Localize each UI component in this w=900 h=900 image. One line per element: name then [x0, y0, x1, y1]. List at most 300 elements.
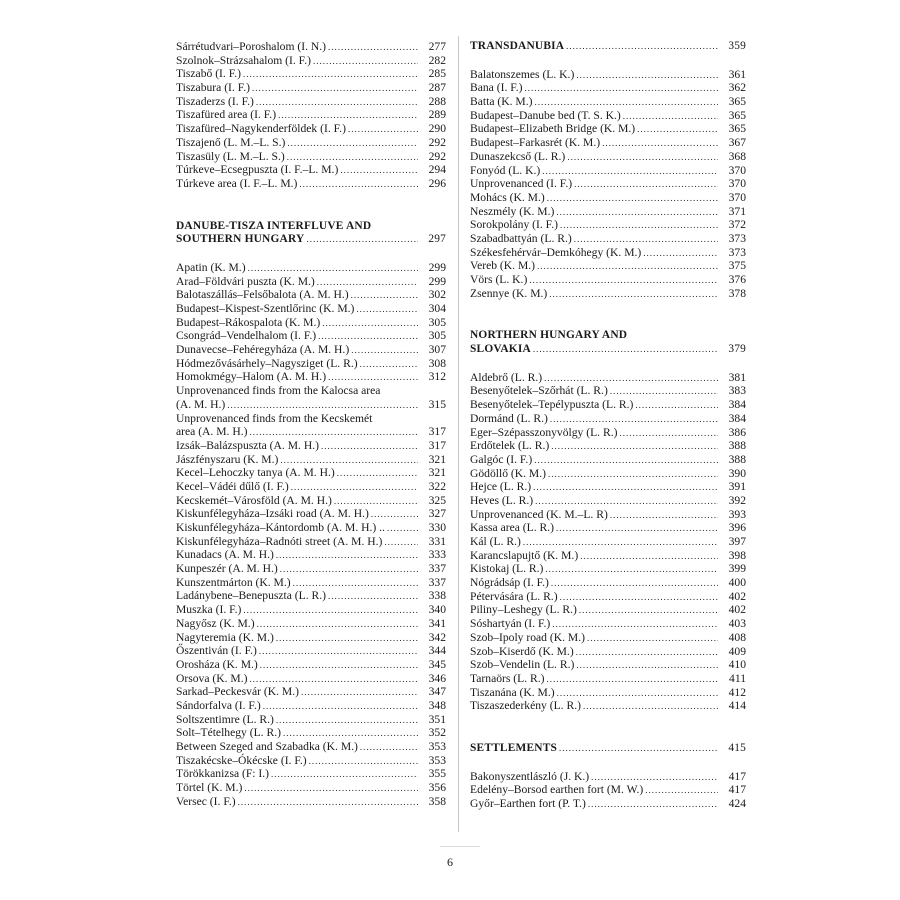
page-ref: 344 — [428, 644, 446, 658]
page-ref: 376 — [728, 273, 746, 286]
entry-title: Mohács (K. M.) — [470, 190, 545, 204]
entry-title: Sándorfalva (I. F.) — [176, 698, 261, 712]
toc-entry[interactable] — [176, 302, 446, 316]
page-ref: 294 — [428, 163, 446, 177]
toc-entry[interactable] — [176, 453, 446, 467]
toc-section-heading[interactable] — [470, 40, 746, 54]
toc-entry[interactable] — [176, 343, 446, 357]
entry-title: Budapest–Elizabeth Bridge (K. M.) — [470, 122, 636, 136]
toc-entry[interactable] — [470, 232, 746, 246]
page-ref: 337 — [428, 562, 446, 576]
toc-entry[interactable] — [176, 384, 446, 398]
dot-leader — [238, 796, 418, 810]
toc-left-column — [176, 40, 446, 808]
dot-leader — [248, 262, 418, 276]
toc-entry[interactable] — [470, 699, 746, 713]
dot-leader — [645, 784, 718, 798]
toc-entry[interactable] — [470, 68, 746, 82]
dot-leader — [280, 563, 418, 577]
entry-title: Tarnaörs (L. R.) — [470, 671, 545, 685]
page-ref: 317 — [428, 425, 446, 439]
toc-entry[interactable] — [176, 589, 446, 603]
entry-title: Tiszabura (I. F.) — [176, 81, 250, 95]
toc-entry[interactable] — [176, 576, 446, 590]
page-ref: 388 — [728, 439, 746, 453]
toc-group-left-2 — [176, 261, 446, 384]
page-ref: 378 — [728, 286, 746, 300]
toc-entry[interactable] — [470, 617, 746, 631]
dot-leader — [534, 454, 718, 468]
entry-title: Dormánd (L. R.) — [470, 411, 548, 425]
toc-section-heading[interactable] — [470, 343, 746, 357]
page-ref: 330 — [428, 521, 446, 534]
dot-leader — [283, 727, 418, 741]
page-ref: 424 — [728, 797, 746, 810]
toc-entry[interactable] — [176, 81, 446, 95]
toc-entry[interactable] — [470, 81, 746, 95]
dot-leader — [371, 508, 418, 522]
dot-leader — [249, 673, 418, 687]
dot-leader — [583, 700, 718, 714]
toc-entry[interactable] — [176, 672, 446, 686]
toc-entry[interactable] — [176, 316, 446, 330]
toc-entry[interactable] — [176, 507, 446, 521]
dot-leader — [287, 137, 418, 151]
page-ref: 299 — [428, 274, 446, 288]
toc-entry[interactable] — [470, 797, 746, 811]
toc-entry[interactable] — [176, 54, 446, 68]
toc-section-heading[interactable] — [176, 233, 446, 247]
toc-entry[interactable] — [470, 686, 746, 700]
page-ref: 365 — [728, 122, 746, 136]
toc-entry[interactable] — [470, 480, 746, 494]
page-ref: 352 — [428, 726, 446, 740]
toc-section-heading[interactable] — [470, 329, 746, 343]
entry-title: Tiszafüred–Nagykenderföldek (I. F.) — [176, 122, 346, 136]
toc-section-heading[interactable] — [176, 220, 446, 234]
toc-entry[interactable] — [176, 781, 446, 795]
toc-entry[interactable] — [176, 480, 446, 494]
toc-entry[interactable] — [470, 783, 746, 797]
dot-leader — [579, 604, 718, 618]
toc-entry[interactable] — [470, 645, 746, 659]
dot-leader — [537, 260, 718, 274]
toc-entry[interactable] — [176, 795, 446, 809]
page-ref: 399 — [728, 562, 746, 576]
dot-leader — [587, 632, 718, 646]
page-ref: 386 — [728, 425, 746, 439]
toc-entry[interactable] — [470, 177, 746, 191]
toc-entry[interactable] — [470, 150, 746, 164]
dot-leader — [334, 495, 418, 509]
toc-entry[interactable] — [176, 370, 446, 384]
page-number: 6 — [447, 855, 453, 869]
toc-entry[interactable] — [176, 177, 446, 191]
section-title: DANUBE-TISZA INTERFLUVE AND — [176, 219, 372, 232]
entry-title: Versec (I. F.) — [176, 794, 236, 808]
page-ref: 292 — [428, 135, 446, 149]
toc-entry[interactable] — [176, 357, 446, 371]
dot-leader — [356, 303, 418, 317]
page-ref: 411 — [729, 671, 746, 685]
toc-group-right-1 — [470, 68, 746, 301]
page-ref: 415 — [728, 741, 746, 754]
toc-entry[interactable] — [470, 371, 746, 385]
page-ref: 342 — [428, 630, 446, 644]
dot-leader — [567, 151, 718, 165]
toc-group-right-2 — [470, 371, 746, 713]
dot-leader — [276, 714, 418, 728]
dot-leader — [523, 536, 718, 550]
entry-title: Balatonszemes (L. K.) — [470, 67, 575, 81]
toc-entry[interactable] — [470, 467, 746, 481]
page-ref: 308 — [428, 356, 446, 370]
entry-title: Szob–Vendelin (L. R.) — [470, 658, 575, 672]
dot-leader — [252, 82, 418, 96]
toc-entry[interactable] — [470, 273, 746, 287]
page-ref: 391 — [728, 480, 746, 494]
toc-entry[interactable] — [176, 412, 446, 426]
entry-title: Sóshartyán (I. F.) — [470, 617, 551, 631]
page-ref: 296 — [428, 176, 446, 190]
page-ref: 307 — [428, 343, 446, 357]
toc-entry[interactable] — [176, 685, 446, 699]
toc-entry[interactable] — [176, 631, 446, 645]
entry-title: Szabadbattyán (L. R.) — [470, 231, 572, 245]
dot-leader — [556, 206, 718, 220]
toc-entry[interactable] — [470, 590, 746, 604]
entry-title: Kecel–Lehoczky tanya (A. M. H.) — [176, 466, 335, 480]
dot-leader — [525, 82, 718, 96]
dot-leader — [301, 686, 418, 700]
toc-entry[interactable] — [176, 275, 446, 289]
toc-entry[interactable] — [176, 108, 446, 122]
toc-entry[interactable] — [470, 535, 746, 549]
dot-leader — [263, 700, 418, 714]
dot-leader — [557, 687, 718, 701]
toc-entry[interactable] — [176, 603, 446, 617]
toc-entry[interactable] — [176, 644, 446, 658]
page-ref: 409 — [728, 644, 746, 658]
page-ref: 353 — [428, 740, 446, 753]
toc-entry[interactable] — [176, 548, 446, 562]
entry-title: Sarkad–Peckesvár (K. M.) — [176, 685, 299, 699]
page-ref: 403 — [728, 617, 746, 631]
page-ref: 368 — [728, 149, 746, 163]
page-ref: 304 — [428, 302, 446, 315]
toc-entry[interactable] — [176, 466, 446, 480]
page-ref: 282 — [428, 53, 446, 67]
toc-entry[interactable] — [176, 740, 446, 754]
dot-leader — [576, 69, 718, 83]
toc-entry[interactable] — [470, 453, 746, 467]
page-ref: 384 — [728, 398, 746, 412]
entry-title: Apatin (K. M.) — [176, 260, 246, 274]
entry-title: Solt–Tételhegy (L. R.) — [176, 726, 281, 740]
entry-title: Batta (K. M.) — [470, 95, 533, 109]
entry-title: Unprovenanced (K. M.–L. R) — [470, 507, 608, 521]
entry-title: Kunszentmárton (K. M.) — [176, 575, 291, 589]
entry-title: Budapest–Rákospalota (K. M.) — [176, 315, 321, 329]
toc-entry[interactable] — [470, 122, 746, 136]
entry-title: Kassa area (L. R.) — [470, 521, 555, 535]
dot-leader — [256, 96, 418, 110]
entry-title: Törtel (K. M.) — [176, 781, 243, 795]
dot-leader — [533, 343, 718, 357]
dot-leader — [276, 632, 418, 646]
entry-title: Besenyőtelek–Tepélypuszta (L. R.) — [470, 398, 634, 412]
dot-leader — [243, 604, 418, 618]
toc-entry[interactable] — [470, 218, 746, 232]
toc-right-column — [470, 40, 746, 811]
page-ref: 358 — [428, 794, 446, 808]
toc-entry[interactable] — [470, 603, 746, 617]
entry-title: Sárrétudvari–Poroshalom (I. N.) — [176, 40, 327, 53]
page-ref: 347 — [428, 685, 446, 699]
toc-entry[interactable] — [176, 288, 446, 302]
page-ref: 390 — [728, 466, 746, 480]
page-ref: 289 — [428, 108, 446, 122]
toc-entry[interactable] — [470, 246, 746, 260]
page-ref: 396 — [728, 521, 746, 535]
entry-title: Zsennye (K. M.) — [470, 286, 548, 300]
entry-title: Tiszaderzs (I. F.) — [176, 94, 254, 108]
toc-entry[interactable] — [176, 150, 446, 164]
dot-leader — [552, 618, 718, 632]
page-ref: 356 — [428, 781, 446, 795]
page-ref: 402 — [728, 589, 746, 603]
page-ref: 288 — [428, 94, 446, 108]
dot-leader — [610, 509, 718, 523]
entry-title: Szob–Kiserdő (K. M.) — [470, 644, 574, 658]
toc-entry[interactable] — [470, 672, 746, 686]
dot-leader — [384, 536, 418, 550]
page-ref: 331 — [428, 534, 446, 548]
toc-entry[interactable] — [470, 398, 746, 412]
toc-entry[interactable] — [470, 164, 746, 178]
entry-title: Edelény–Borsod earthen fort (M. W.) — [470, 783, 644, 797]
toc-entry[interactable] — [470, 439, 746, 453]
entry-title: Ladánybene–Benepuszta (L. R.) — [176, 589, 327, 603]
toc-entry[interactable] — [176, 494, 446, 508]
toc-entry[interactable] — [176, 136, 446, 150]
toc-entry[interactable] — [470, 109, 746, 123]
entry-title: Kunadacs (A. M. H.) — [176, 548, 274, 562]
page-ref: 381 — [728, 370, 746, 384]
entry-title: Székesfehérvár–Demkóhegy (K. M.) — [470, 245, 642, 259]
page-ref: 393 — [728, 507, 746, 521]
toc-entry[interactable] — [470, 136, 746, 150]
dot-leader — [529, 274, 718, 288]
dot-leader — [534, 96, 718, 110]
entry-title: Nagyteremia (K. M.) — [176, 630, 274, 644]
toc-entry[interactable] — [176, 122, 446, 136]
dot-leader — [574, 178, 718, 192]
page-ref: 292 — [428, 149, 446, 163]
entry-title: Karancslapujtő (K. M.) — [470, 548, 579, 562]
entry-title: Erdőtelek (L. R.) — [470, 439, 550, 453]
dot-leader — [278, 109, 418, 123]
dot-leader — [317, 276, 418, 290]
toc-entry[interactable] — [176, 67, 446, 81]
entry-title: Aldebrő (L. R.) — [470, 370, 543, 384]
page-ref: 370 — [728, 190, 746, 204]
toc-entry[interactable] — [176, 658, 446, 672]
toc-entry[interactable] — [176, 562, 446, 576]
page-ref: 305 — [428, 329, 446, 343]
dot-leader — [259, 645, 418, 659]
page-ref: 355 — [428, 767, 446, 781]
entry-title: Between Szeged and Szabadka (K. M.) — [176, 740, 358, 753]
entry-title: Unprovenanced finds from the Kalocsa area — [176, 384, 381, 398]
entry-title: Tiszanána (K. M.) — [470, 685, 555, 699]
toc-entry[interactable] — [470, 95, 746, 109]
dot-leader — [623, 110, 718, 124]
toc-entry[interactable] — [470, 562, 746, 576]
dot-leader — [313, 55, 418, 69]
entry-title: Orosháza (K. M.) — [176, 657, 258, 671]
section-title: TRANSDANUBIA — [470, 40, 565, 52]
page-ref: 388 — [728, 452, 746, 466]
toc-entry[interactable] — [176, 163, 446, 177]
toc-entry[interactable] — [176, 535, 446, 549]
page-ref: 290 — [428, 122, 446, 136]
toc-entry[interactable] — [470, 494, 746, 508]
toc-entry[interactable] — [470, 259, 746, 273]
toc-entry[interactable] — [470, 658, 746, 672]
toc-entry[interactable] — [176, 261, 446, 275]
entry-title: Hejce (L. R.) — [470, 480, 532, 494]
toc-entry[interactable] — [176, 439, 446, 453]
page-ref: 408 — [728, 630, 746, 644]
toc-entry[interactable] — [176, 329, 446, 343]
page-ref: 322 — [428, 479, 446, 493]
page-ref: 383 — [728, 384, 746, 398]
toc-entry[interactable] — [176, 398, 446, 412]
page-ref: 346 — [428, 671, 446, 685]
toc-entry[interactable] — [176, 767, 446, 781]
toc-entry[interactable] — [470, 426, 746, 440]
page-ref: 348 — [428, 698, 446, 712]
page-ref: 365 — [728, 108, 746, 122]
dot-leader — [328, 371, 418, 385]
dot-leader — [576, 646, 718, 660]
dot-leader — [637, 123, 718, 137]
entry-title: Homokmégy–Halom (A. M. H.) — [176, 370, 327, 384]
dot-leader — [337, 467, 418, 481]
toc-entry[interactable] — [470, 631, 746, 645]
toc-section-heading[interactable] — [470, 742, 746, 756]
page-ref: 312 — [428, 370, 446, 384]
page-ref: 410 — [728, 658, 746, 672]
page-ref: 414 — [728, 699, 746, 713]
entry-title: Gödöllő (K. M.) — [470, 466, 546, 480]
toc-entry[interactable] — [176, 713, 446, 727]
toc-entry[interactable] — [176, 95, 446, 109]
dot-leader — [545, 563, 718, 577]
dot-leader — [574, 233, 718, 247]
dot-leader — [576, 659, 718, 673]
dot-leader — [387, 522, 418, 536]
toc-entry[interactable] — [176, 521, 446, 535]
section-title: NORTHERN HUNGARY AND — [470, 329, 628, 342]
toc-entry[interactable] — [470, 412, 746, 426]
page-ref: 277 — [428, 40, 446, 53]
dot-leader — [243, 68, 418, 82]
dot-leader — [227, 399, 418, 413]
toc-entry[interactable] — [470, 205, 746, 219]
toc-entry[interactable] — [470, 287, 746, 301]
dot-leader — [610, 385, 718, 399]
toc-entry[interactable] — [176, 425, 446, 439]
entry-title: Eger–Szépasszonyvölgy (L. R.) — [470, 425, 618, 439]
page-ref: 398 — [728, 548, 746, 562]
dot-leader — [287, 151, 418, 165]
toc-entry[interactable] — [470, 191, 746, 205]
entry-title: Kiskunfélegyháza–Izsáki road (A. M. H.) — [176, 507, 369, 521]
toc-entry[interactable] — [176, 617, 446, 631]
entry-title: Pétervására (L. R.) — [470, 589, 558, 603]
dot-leader — [547, 673, 718, 687]
toc-entry[interactable] — [470, 508, 746, 522]
section-title: SLOVAKIA — [470, 343, 531, 356]
toc-entry[interactable] — [176, 699, 446, 713]
page-ref: 372 — [728, 218, 746, 232]
dot-leader — [535, 495, 718, 509]
entry-title: Arad–Földvári puszta (K. M.) — [176, 274, 315, 288]
dot-leader — [260, 659, 418, 673]
entry-title: Izsák–Balázspuszta (A. M. H.) — [176, 438, 319, 452]
section-title: SOUTHERN HUNGARY — [176, 233, 305, 246]
entry-title: Kiskunfélegyháza–Radnóti street (A. M. H.) — [176, 534, 383, 548]
toc-entry[interactable] — [176, 726, 446, 740]
page-ref: 299 — [428, 260, 446, 274]
toc-entry[interactable] — [176, 754, 446, 768]
page-ref: 353 — [428, 753, 446, 767]
entry-title: (A. M. H.) — [176, 397, 226, 411]
page-ref: 392 — [728, 493, 746, 507]
dot-leader — [591, 771, 718, 785]
dot-leader — [322, 317, 418, 331]
toc-entry[interactable] — [470, 576, 746, 590]
toc-entry[interactable] — [176, 40, 446, 54]
toc-entry[interactable] — [470, 770, 746, 784]
page-ref: 375 — [728, 259, 746, 273]
dot-leader — [318, 330, 418, 344]
entry-title: Nagyősz (K. M.) — [176, 616, 255, 630]
entry-title: Budapest–Danube bed (T. S. K.) — [470, 108, 621, 122]
page-ref: 412 — [728, 685, 746, 699]
entry-title: Jászfényszaru (K. M.) — [176, 452, 279, 466]
dot-leader — [549, 288, 718, 302]
page-ref: 325 — [428, 493, 446, 507]
entry-title: Túrkeve area (I. F.–L. M.) — [176, 176, 298, 190]
dot-leader — [588, 798, 718, 812]
entry-title: Vörs (L. K.) — [470, 273, 528, 286]
page-ref: 362 — [728, 81, 746, 95]
toc-entry[interactable] — [470, 521, 746, 535]
entry-title: Szolnok–Strázsahalom (I. F.) — [176, 53, 311, 67]
dot-leader — [566, 40, 718, 54]
dot-leader — [244, 782, 418, 796]
entry-title: Budapest–Farkasrét (K. M.) — [470, 136, 601, 150]
entry-title: Dunaszekcső (L. R.) — [470, 149, 566, 163]
entry-title: Kistokaj (L. R.) — [470, 562, 544, 576]
toc-entry[interactable] — [470, 384, 746, 398]
dot-leader — [551, 577, 718, 591]
toc-entry[interactable] — [470, 549, 746, 563]
dot-leader — [559, 742, 718, 756]
